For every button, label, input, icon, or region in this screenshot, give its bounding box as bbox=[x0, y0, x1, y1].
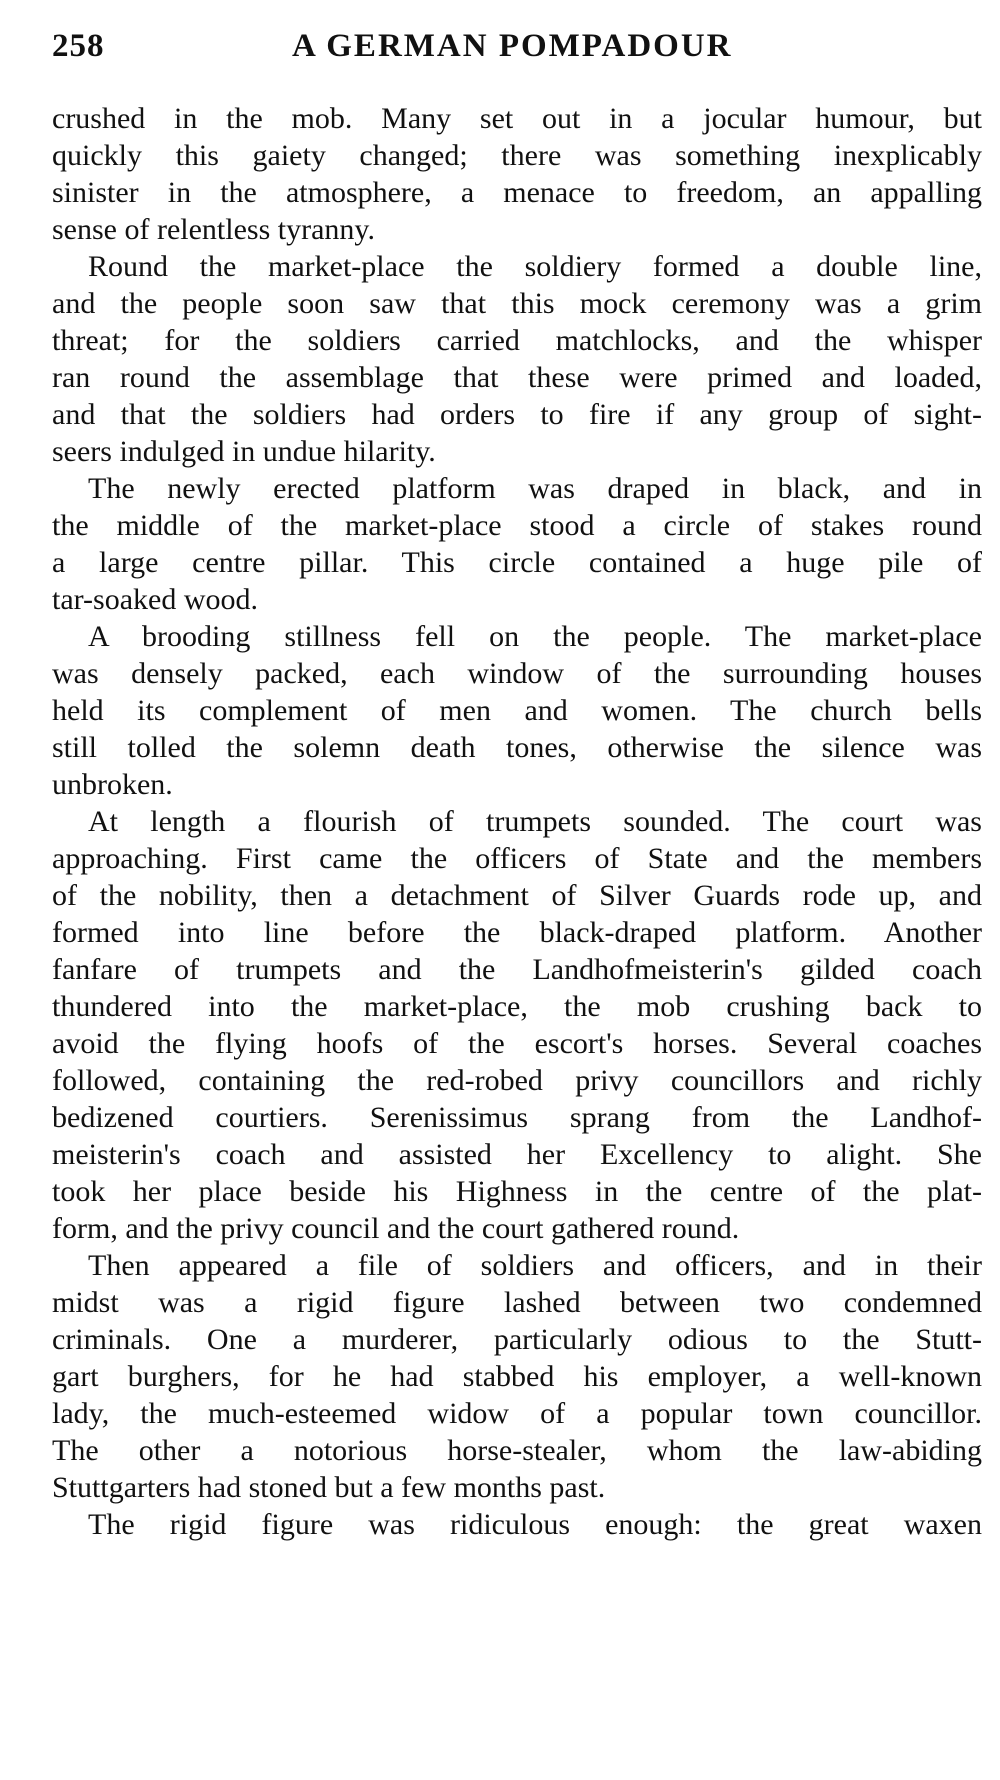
text-line: formed into line before the black-draped platform. Another bbox=[52, 916, 982, 949]
text-line: and that the soldiers had orders to fire if any group of sight- bbox=[52, 398, 982, 431]
text-line: took her place beside his Highness in the centre of the plat- bbox=[52, 1175, 982, 1208]
paragraph bbox=[52, 803, 982, 1247]
text-line: held its complement of men and women. The church bells bbox=[52, 694, 982, 727]
text-line: The other a notorious horse-stealer, whom the law-abiding bbox=[52, 1434, 982, 1467]
text-line: still tolled the solemn death tones, otherwise the silence was bbox=[52, 731, 982, 764]
text-line: Then appeared a file of soldiers and officers, and in their bbox=[88, 1249, 982, 1282]
paragraph bbox=[52, 1247, 982, 1506]
text-line: avoid the flying hoofs of the escort's horses. Several coaches bbox=[52, 1027, 982, 1060]
body-text bbox=[52, 100, 982, 1543]
text-line: followed, containing the red-robed privy councillors and richly bbox=[52, 1064, 982, 1097]
text-line: a large centre pillar. This circle contained a huge pile of bbox=[52, 546, 982, 579]
paragraph bbox=[52, 470, 982, 618]
text-line: unbroken. bbox=[52, 768, 173, 801]
text-line: was densely packed, each window of the surrounding houses bbox=[52, 657, 982, 690]
text-line: At length a flourish of trumpets sounded. The court was bbox=[88, 805, 982, 838]
text-line: A brooding stillness fell on the people. The market-place bbox=[88, 620, 982, 653]
text-line: lady, the much-esteemed widow of a popular town councillor. bbox=[52, 1397, 982, 1430]
paragraph bbox=[52, 100, 982, 248]
page-number: 258 bbox=[52, 28, 105, 64]
text-line: midst was a rigid figure lashed between two condemned bbox=[52, 1286, 982, 1319]
text-line: and the people soon saw that this mock ceremony was a grim bbox=[52, 287, 982, 320]
text-line: thundered into the market-place, the mob crushing back to bbox=[52, 990, 982, 1023]
text-line: sinister in the atmosphere, a menace to freedom, an appalling bbox=[52, 176, 982, 209]
text-line: Round the market-place the soldiery formed a double line, bbox=[88, 250, 982, 283]
running-title: A GERMAN POMPADOUR bbox=[292, 28, 733, 64]
text-line: approaching. First came the officers of State and the members bbox=[52, 842, 982, 875]
text-line: bedizened courtiers. Serenissimus sprang from the Landhof- bbox=[52, 1101, 982, 1134]
paragraph bbox=[52, 248, 982, 470]
paragraph bbox=[52, 618, 982, 803]
text-line: ran round the assemblage that these were primed and loaded, bbox=[52, 361, 982, 394]
text-line: tar-soaked wood. bbox=[52, 583, 259, 616]
running-head bbox=[52, 28, 987, 78]
text-line: the middle of the market-place stood a circle of stakes round bbox=[52, 509, 982, 542]
text-line: meisterin's coach and assisted her Excellency to alight. She bbox=[52, 1138, 982, 1171]
text-line: sense of relentless tyranny. bbox=[52, 213, 375, 246]
text-line: The rigid figure was ridiculous enough: the great waxen bbox=[88, 1508, 982, 1541]
text-line: seers indulged in undue hilarity. bbox=[52, 435, 436, 468]
text-line: quickly this gaiety changed; there was something inexplicably bbox=[52, 139, 982, 172]
text-line: The newly erected platform was draped in black, and in bbox=[88, 472, 982, 505]
text-line: gart burghers, for he had stabbed his employer, a well-known bbox=[52, 1360, 982, 1393]
paragraph bbox=[52, 1506, 982, 1543]
text-line: crushed in the mob. Many set out in a jocular humour, but bbox=[52, 102, 982, 135]
text-line: form, and the privy council and the court gathered round. bbox=[52, 1212, 740, 1245]
text-line: criminals. One a murderer, particularly odious to the Stutt- bbox=[52, 1323, 982, 1356]
text-line: Stuttgarters had stoned but a few months past. bbox=[52, 1471, 606, 1504]
text-line: of the nobility, then a detachment of Silver Guards rode up, and bbox=[52, 879, 982, 912]
text-line: threat; for the soldiers carried matchlocks, and the whisper bbox=[52, 324, 982, 357]
text-line: fanfare of trumpets and the Landhofmeisterin's gilded coach bbox=[52, 953, 982, 986]
